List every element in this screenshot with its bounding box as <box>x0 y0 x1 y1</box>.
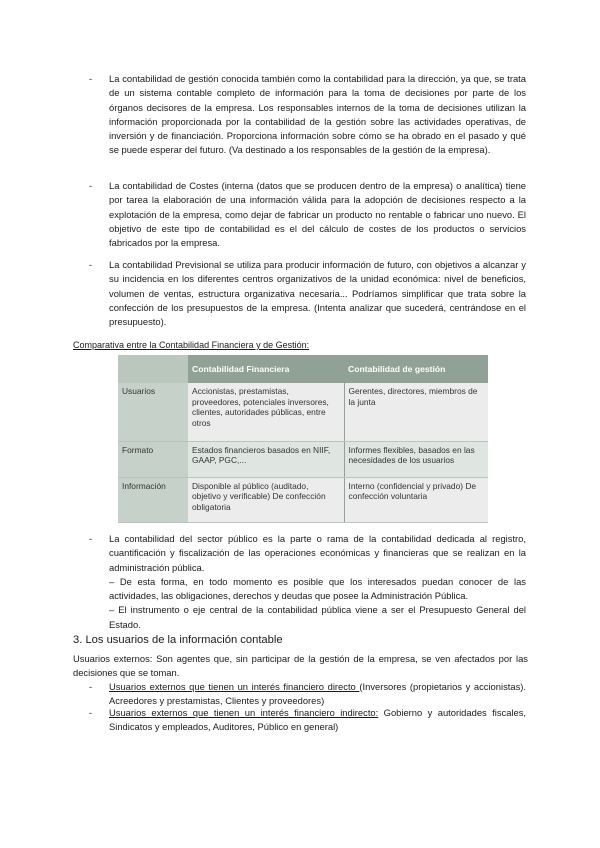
bullet-marker: - <box>89 707 93 718</box>
row-label: Información <box>118 477 188 522</box>
paragraph-line: – El instrumento o eje central de la contabilidad pública viene a ser el Presupuesto General del Estado. <box>109 604 526 630</box>
table-row <box>118 477 488 522</box>
cell-financiera: Accionistas, prestamistas, proveedores, potenciales inversores, clientes, autoridades públicas, entre otros <box>188 383 344 441</box>
cell-gestion: Interno (confidencial y privado) De confección voluntaria <box>344 477 488 522</box>
paragraph-lead: La contabilidad de gestión <box>109 73 219 84</box>
cell-gestion: Informes flexibles, basados en las necesidades de los usuarios <box>344 441 488 477</box>
item-underlined: Usuarios externos que tienen un interés financiero directo <box>109 681 360 692</box>
paragraph-contabilidad-costes <box>109 179 526 250</box>
paragraph-text: se utiliza para producir información de futuro, con objetivos a alcanzar y su incidencia en los diferentes centros organizativos de la unidad económica: nivel de beneficios, volumen de ventas, estructura organizativa necesaria... Podríamos simplificar que trata sobre la confección de los presupuestos de la empresa. (Intenta analizar que sucederá, centrándose en el presupuesto). <box>109 259 526 328</box>
bullet-marker: - <box>89 533 93 544</box>
paragraph-text: (interna (datos que se producen dentro de la empresa) o analítica) tiene por tarea la elaboración de una información válida para la adopción de decisiones respecto a la explotación de la empresa, como dejar de fabricar un producto no rentable o fabricar uno nuevo. El objetivo de este tipo de contabilidad es el del cálculo de costes de los productos o servicios fabricados por la empresa. <box>109 180 526 249</box>
bullet-marker: - <box>89 681 93 692</box>
table-header-corner <box>118 355 188 383</box>
bullet-marker: - <box>89 259 93 270</box>
cell-gestion: Gerentes, directores, miembros de la junta <box>344 383 488 441</box>
paragraph-lead: La contabilidad de Costes <box>109 180 219 191</box>
paragraph-main <box>109 532 526 575</box>
cell-financiera: Estados financieros basados en NIIF, GAAP, PGC,... <box>188 441 344 477</box>
comparison-table <box>118 355 488 523</box>
section-heading: 3. Los usuarios de la información contable <box>73 634 283 646</box>
paragraph-sector-publico <box>109 532 526 632</box>
row-label: Usuarios <box>118 383 188 441</box>
table-header-financiera: Contabilidad Financiera <box>188 355 344 383</box>
list-item <box>109 680 526 709</box>
bullet-marker: - <box>89 73 93 84</box>
table-row <box>118 383 488 441</box>
item-text: Gobierno y autoridades fiscales, Sindicatos y empleados, Auditores, Público en general) <box>109 707 526 733</box>
table-header-gestion: Contabilidad de gestión <box>344 355 488 383</box>
list-item <box>109 706 526 735</box>
item-underlined: Usuarios externos que tienen un interés financiero indirecto: <box>109 707 379 718</box>
table-header-row <box>118 355 488 383</box>
paragraph-contabilidad-gestion <box>109 72 526 158</box>
paragraph-line: – De esta forma, en todo momento es posible que los interesados puedan conocer de las actividades, las obligaciones, derechos y deudas que posee la Administración Pública. <box>109 575 526 602</box>
comparativa-title: Comparativa entre la Contabilidad Financiera y de Gestión: <box>73 340 310 350</box>
bullet-marker: - <box>89 180 93 191</box>
item-text: (Inversores (propietarios y accionistas). Acreedores y prestamistas, Clientes y proveedores) <box>109 681 526 707</box>
paragraph-lead: La contabilidad del sector público <box>109 533 258 544</box>
paragraph-lead: La contabilidad Previsional <box>109 259 222 270</box>
paragraph-text: es la parte o rama de la contabilidad dedicada al registro, cuantificación y fiscalización de las operaciones económicas y financieras que se realizan en la administración pública. <box>109 533 526 573</box>
row-label: Formato <box>118 441 188 477</box>
paragraph-text: conocida también como la contabilidad para la dirección, ya que, se trata de un sistema contable completo de información para la toma de decisiones por parte de los órganos decisores de la empresa. Los responsables internos de la toma de decisiones utilizan la información proporcionada por la contabilidad de la gestión sobre las actividades operativas, de inversión y de financiación. Proporciona información sobre cómo se ha obrado en el pasado y qué se puede esperar del futuro. (Va destinado a los responsables de la gestión de la empresa). <box>109 73 526 156</box>
section-intro: Usuarios externos: Son agentes que, sin participar de la gestión de la empresa, se ven afectados por las decisiones que se toman. <box>73 653 528 679</box>
paragraph-contabilidad-previsional <box>109 258 526 329</box>
cell-financiera: Disponible al público (auditado, objetivo y verificable) De confección obligatoria <box>188 477 344 522</box>
table-row <box>118 441 488 477</box>
